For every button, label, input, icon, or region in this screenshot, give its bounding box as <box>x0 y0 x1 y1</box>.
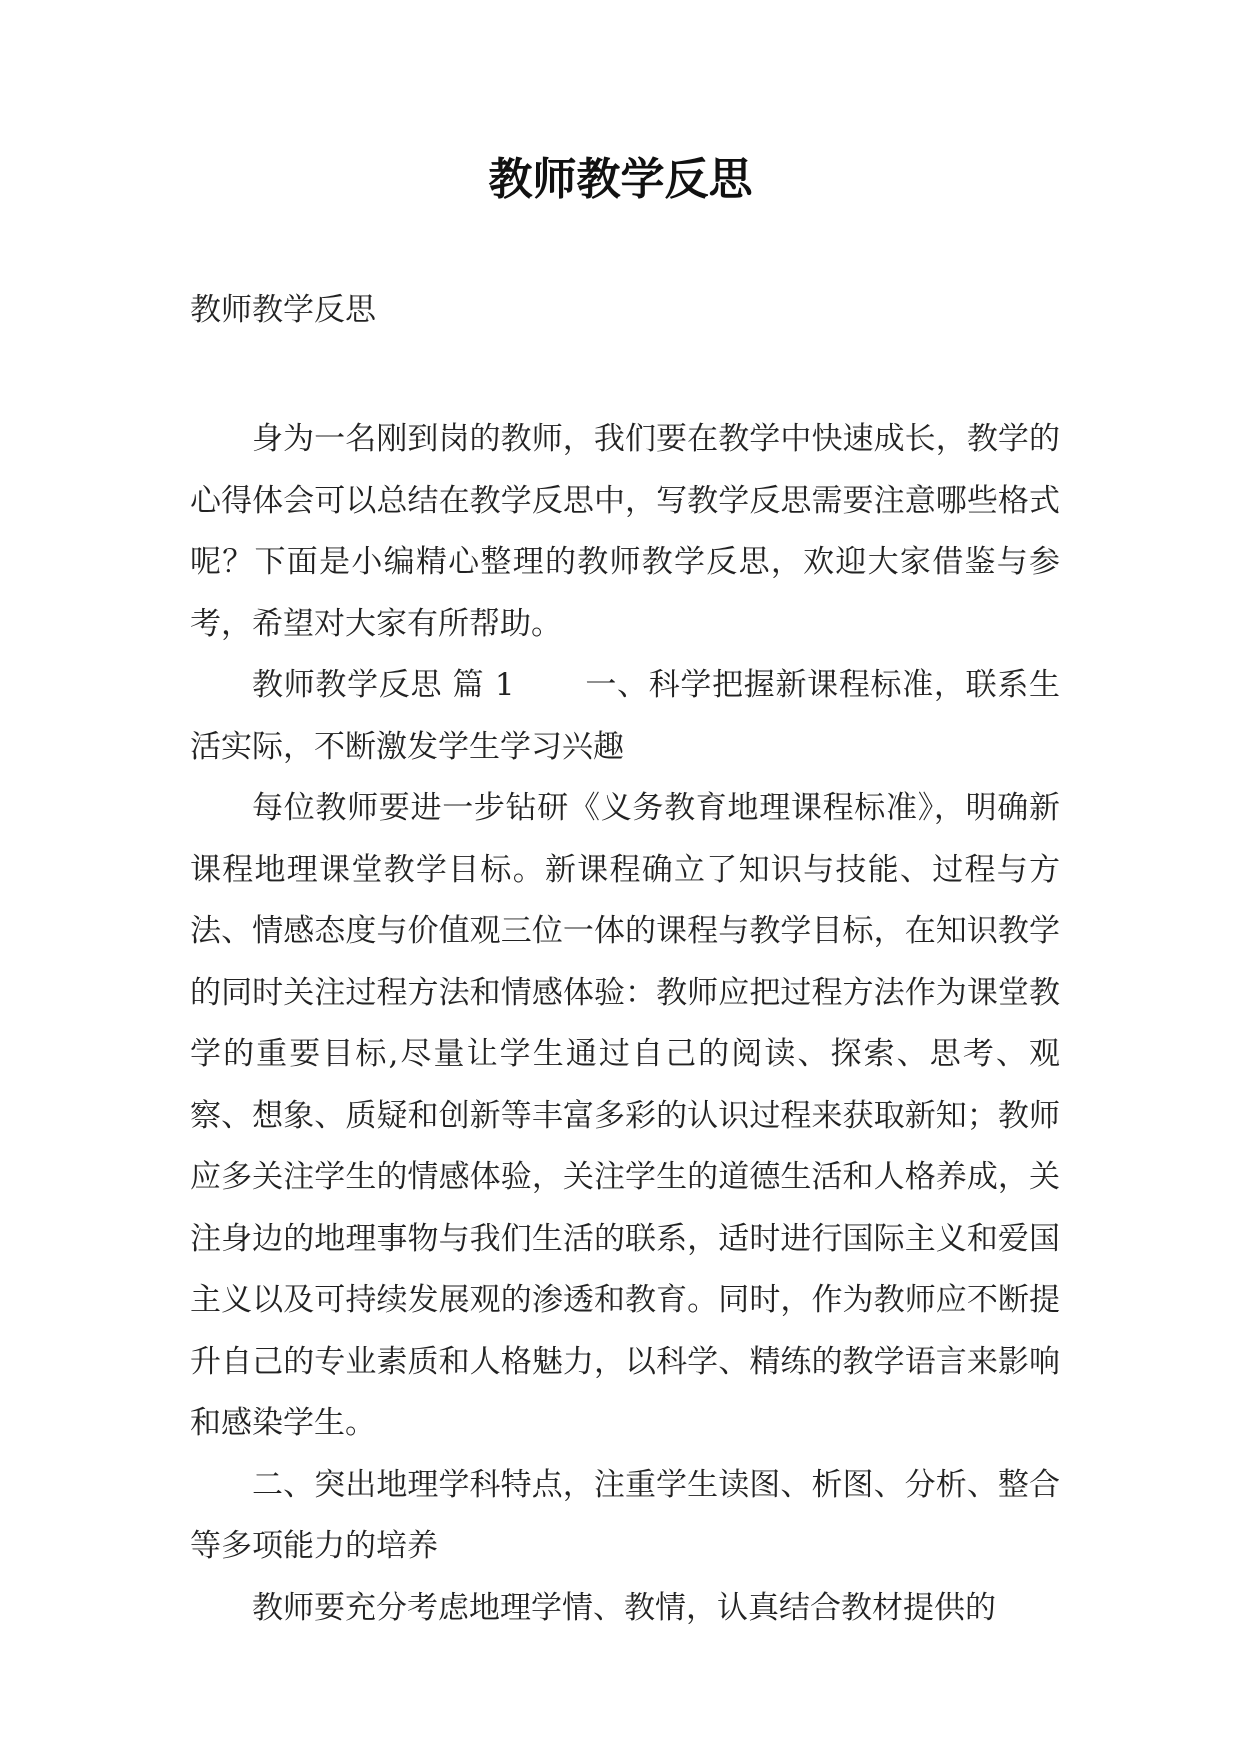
section-1-heading: 一、科学把握新课程标准，联系生活实际，不断激发学生学习兴趣 <box>190 667 1061 765</box>
section-1-heading-line <box>190 655 1060 778</box>
section-1-label: 教师教学反思 篇 1 <box>252 667 515 703</box>
document-title: 教师教学反思 <box>488 154 753 205</box>
intro-paragraph: 身为一名刚到岗的教师，我们要在教学中快速成长，教学的心得体会可以总结在教学反思中，写教学反思需要注意哪些格式呢？下面是小编精心整理的教师教学反思，欢迎大家借鉴与参考，希望对大家有所帮助。 <box>190 421 1060 642</box>
document-body <box>190 409 1060 1639</box>
document-subtitle: 教师教学反思 <box>190 292 376 328</box>
section-2-paragraph: 教师要充分考虑地理学情、教情，认真结合教材提供的 <box>252 1589 996 1626</box>
section-2-heading: 二、突出地理学科特点，注重学生读图、析图、分析、整合等多项能力的培养 <box>190 1466 1060 1564</box>
section-1-paragraph: 每位教师要进一步钻研《义务教育地理课程标准》，明确新课程地理课堂教学目标。新课程确立了知识与技能、过程与方法、情感态度与价值观三位一体的课程与教学目标，在知识教学的同时关注过程方法和情感体验：教师应把过程方法作为课堂教学的重要目标,尽量让学生通过自己的阅读、探索、思考、观察、想象、质疑和创新等丰富多彩的认识过程来获取新知；教师应多关注学生的情感体验，关注学生的道德生活和人格养成，关注身边的地理事物与我们生活的联系，适时进行国际主义和爱国主义以及可持续发展观的渗透和教育。同时，作为教师应不断提升自己的专业素质和人格魅力，以科学、精练的教学语言来影响和感染学生。 <box>190 790 1060 1441</box>
